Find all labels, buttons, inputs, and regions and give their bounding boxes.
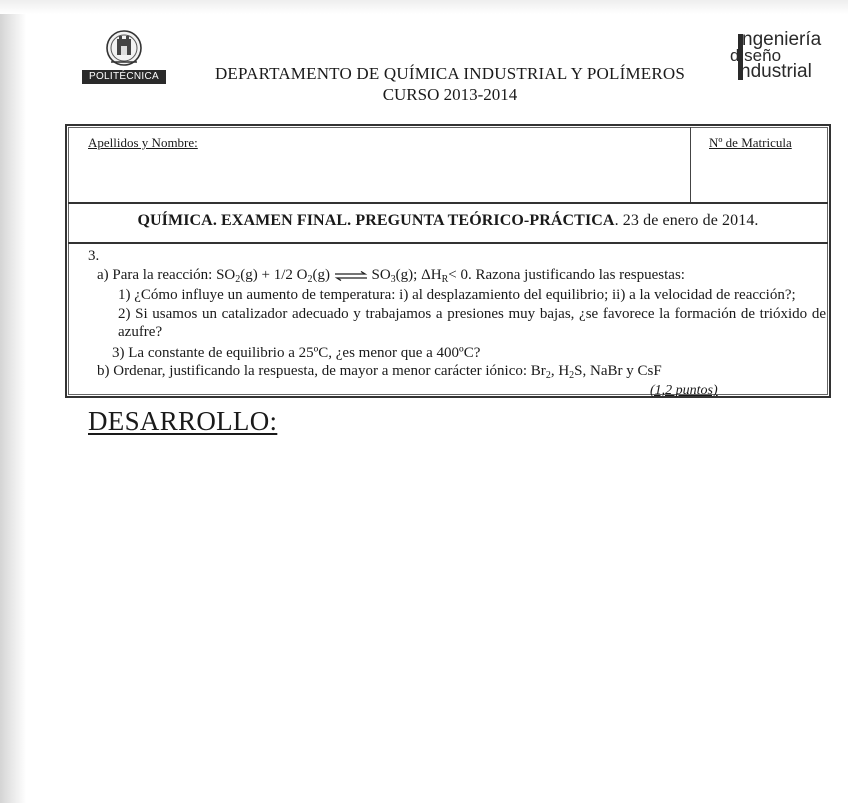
ingenieria-diseno-logo-icon [724, 30, 836, 86]
university-logo [82, 28, 166, 86]
university-label: POLITÉCNICA [82, 70, 166, 84]
question-item-3: 3) La constante de equilibrio a 25ºC, ¿es menor que a 400ºC? [112, 345, 481, 361]
logo-line-1: ngeniería [742, 29, 822, 50]
row-divider [68, 202, 828, 204]
equilibrium-arrow-icon [334, 271, 368, 281]
matricula-field-label: Nº de Matricula [709, 135, 792, 150]
name-field-label: Apellidos y Nombre: [88, 135, 198, 150]
answer-heading: DESARROLLO: [88, 406, 278, 436]
scan-shadow [0, 0, 26, 803]
question-item-1: 1) ¿Cómo influye un aumento de temperatura: i) al desplazamiento del equilibrio; ii) a la velocidad de reacción?; [118, 287, 796, 303]
university-crest-icon [101, 28, 147, 70]
row-divider [68, 242, 828, 244]
question-item-2: 2) Si usamos un catalizador adecuado y trabajamos a presiones muy bajas, ¿se favorece la formación de trióxido de azufre? [118, 306, 826, 340]
logo-line-3: ndustrial [740, 61, 812, 82]
course-year: CURSO 2013-2014 [382, 85, 518, 104]
exam-title-main: QUÍMICA. EXAMEN FINAL. PREGUNTA TEÓRICO-PRÁCTICA [137, 212, 615, 229]
question-number: 3. [88, 248, 100, 264]
question-part-b: b) Ordenar, justificando la respuesta, de mayor a menor carácter iónico: $Br_2$, $H_2S$, NaBr y CsF [97, 363, 662, 381]
question-part-a: a) Para la reacción: $SO_2(g) + 1/2$ $O_2(g)$ $SO_3(g)$; $\Delta H_R< 0$. Razona justificando las respuestas: [97, 267, 685, 285]
exam-title [68, 212, 828, 230]
question-points: (1,2 puntos) [650, 383, 718, 398]
exam-date: . 23 de enero de 2014. [614, 212, 759, 229]
department-title: DEPARTAMENTO DE QUÍMICA INDUSTRIAL Y POLÍMEROS [214, 64, 686, 83]
scan-shadow-top [0, 0, 848, 14]
logo-line-2: d seño [730, 46, 782, 65]
column-divider [690, 127, 691, 202]
